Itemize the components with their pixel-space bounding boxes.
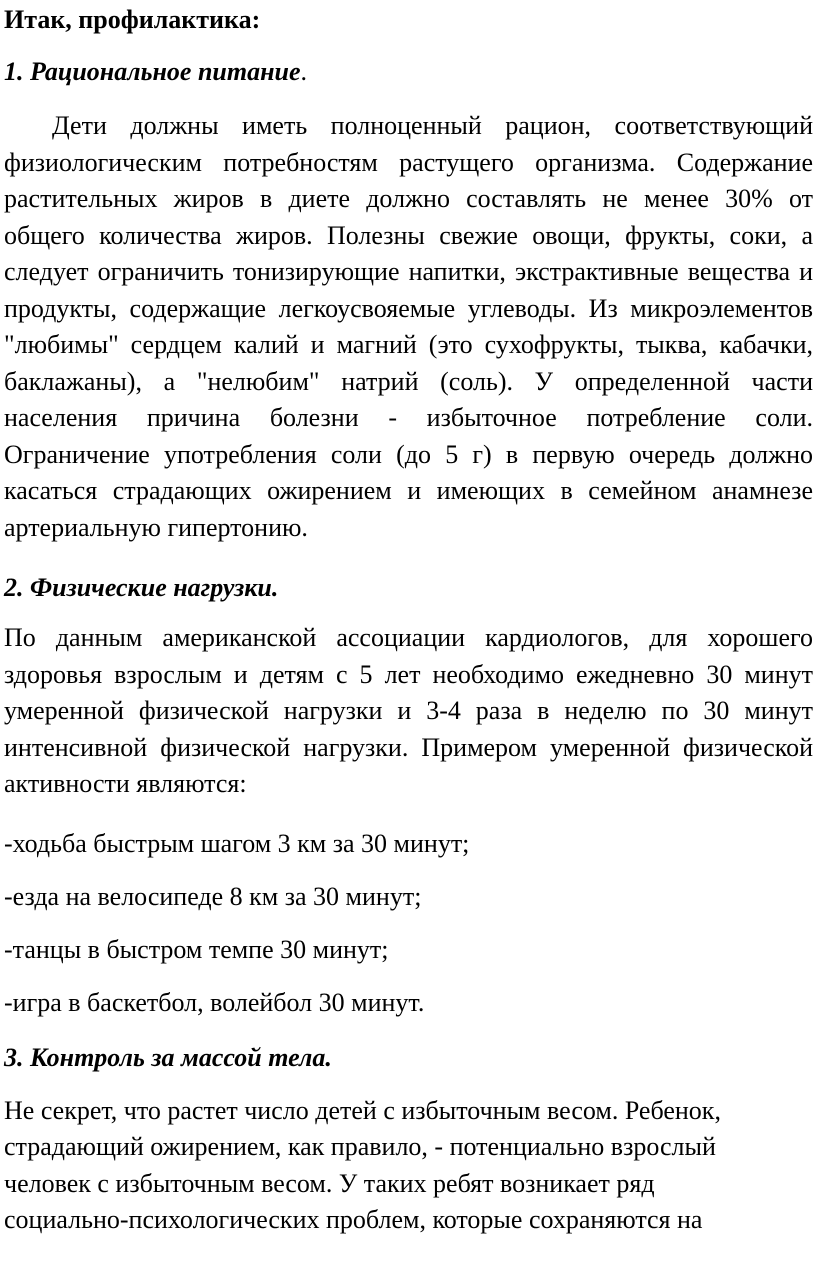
intro-heading: Итак, профилактика: (4, 5, 261, 34)
list-item-cycling: -езда на велосипеде 8 км за 30 минут; (4, 882, 422, 911)
section-3-title: 3. Контроль за массой тела. (4, 1043, 332, 1072)
section-2-title: 2. Физические нагрузки. (4, 573, 279, 602)
section-3-line: Не секрет, что растет число детей с избыточным весом. Ребенок, (4, 1096, 721, 1125)
section-1-title (4, 54, 307, 91)
section-1-title-text: 1. Рациональное питание (4, 57, 301, 86)
section-1-paragraph: Дети должны иметь полноценный рацион, соответствующий физиологическим потребностям растущего организма. Содержание растительных жиров в диете должно составлять не менее 30% от общего количества жиров. Полезны свежие овощи, фрукты, соки, а следует ограничить тонизирующие напитки, экстрактивные вещества и продукты, содержащие легкоусвояемые углеводы. Из микроэлементов "любимы" сердцем калий и магний (это сухофрукты, тыква, кабачки, баклажаны), а "нелюбим" натрий (соль). У определенной части населения причина болезни - избыточное потребление соли. Ограничение употребления соли (до 5 г) в первую очередь должно касаться страдающих ожирением и имеющих в семейном анамнезе артериальную гипертонию. (4, 111, 813, 542)
section-1-title-period: . (300, 57, 308, 86)
section-3-line: страдающий ожирением, как правило, - потенциально взрослый (4, 1132, 716, 1161)
section-2-paragraph: По данным американской ассоциации кардиологов, для хорошего здоровья взрослым и детям с 5 лет необходимо ежедневно 30 минут умеренной физической нагрузки и 3-4 раза в неделю по 30 минут интенсивной физической нагрузки. Примером умеренной физической активности являются: (4, 623, 813, 798)
list-item-dancing: -танцы в быстром темпе 30 минут; (4, 935, 389, 964)
section-3-line: социально-психологических проблем, которые сохраняются на (4, 1205, 703, 1234)
section-3-line: человек с избыточным весом. У таких ребят возникает ряд (4, 1169, 655, 1198)
list-item-ballgames: -игра в баскетбол, волейбол 30 минут. (4, 988, 425, 1017)
list-item-walking: -ходьба быстрым шагом 3 км за 30 минут; (4, 829, 470, 858)
